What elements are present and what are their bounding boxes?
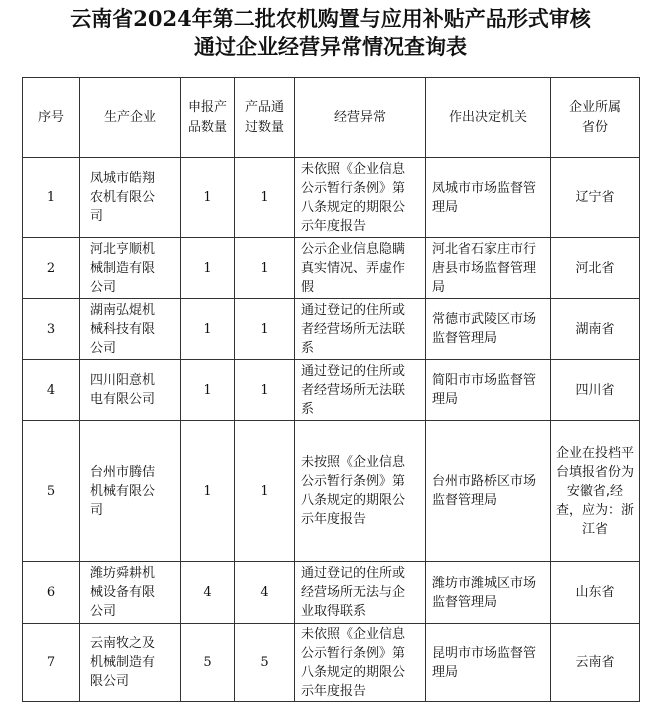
cell-province: 河北省 [551, 238, 640, 299]
cell-index: 4 [23, 360, 80, 421]
cell-anomaly: 通过登记的住所或者经营场所无法联系 [295, 299, 426, 360]
table-row [23, 562, 640, 624]
cell-passed: 1 [235, 360, 295, 421]
table-row [23, 299, 640, 360]
table-row [23, 238, 640, 299]
header-declared: 申报产品数量 [181, 78, 235, 158]
cell-authority: 潍坊市潍城区市场监督管理局 [426, 562, 551, 624]
header-province: 企业所属省份 [551, 78, 640, 158]
cell-authority: 简阳市市场监督管理局 [426, 360, 551, 421]
cell-company: 湖南弘焜机械科技有限公司 [80, 299, 181, 360]
header-passed: 产品通过数量 [235, 78, 295, 158]
cell-index: 1 [23, 158, 80, 238]
cell-anomaly: 公示企业信息隐瞒真实情况、弄虚作假 [295, 238, 426, 299]
header-authority: 作出决定机关 [426, 78, 551, 158]
cell-index: 6 [23, 562, 80, 624]
cell-declared: 1 [181, 299, 235, 360]
cell-anomaly: 通过登记的住所或者经营场所无法联系 [295, 360, 426, 421]
header-anomaly: 经营异常 [295, 78, 426, 158]
cell-passed: 1 [235, 421, 295, 562]
table-row [23, 624, 640, 702]
cell-declared: 1 [181, 360, 235, 421]
cell-province: 山东省 [551, 562, 640, 624]
enterprise-table [22, 77, 640, 702]
cell-anomaly: 通过登记的住所或经营场所无法与企业取得联系 [295, 562, 426, 624]
cell-authority: 凤城市市场监督管理局 [426, 158, 551, 238]
cell-company: 四川阳意机电有限公司 [80, 360, 181, 421]
cell-passed: 5 [235, 624, 295, 702]
page-title-line2: 通过企业经营异常情况查询表 [194, 34, 467, 59]
cell-province: 辽宁省 [551, 158, 640, 238]
table-row [23, 158, 640, 238]
cell-index: 7 [23, 624, 80, 702]
cell-passed: 1 [235, 299, 295, 360]
header-company: 生产企业 [80, 78, 181, 158]
cell-passed: 1 [235, 238, 295, 299]
cell-declared: 1 [181, 421, 235, 562]
table-row [23, 421, 640, 562]
cell-authority: 常德市武陵区市场监督管理局 [426, 299, 551, 360]
cell-province: 湖南省 [551, 299, 640, 360]
cell-declared: 5 [181, 624, 235, 702]
cell-company: 潍坊舜耕机械设备有限公司 [80, 562, 181, 624]
cell-province: 云南省 [551, 624, 640, 702]
cell-anomaly: 未依照《企业信息公示暂行条例》第八条规定的期限公示年度报告 [295, 624, 426, 702]
cell-passed: 1 [235, 158, 295, 238]
cell-declared: 1 [181, 158, 235, 238]
cell-anomaly: 未按照《企业信息公示暂行条例》第八条规定的期限公示年度报告 [295, 421, 426, 562]
cell-province: 四川省 [551, 360, 640, 421]
cell-index: 5 [23, 421, 80, 562]
cell-index: 2 [23, 238, 80, 299]
cell-province: 企业在投档平台填报省份为安徽省,经查，应为：浙江省 [551, 421, 640, 562]
cell-company: 凤城市皓翔农机有限公司 [80, 158, 181, 238]
cell-company: 台州市腾佶机械有限公司 [80, 421, 181, 562]
cell-anomaly: 未依照《企业信息公示暂行条例》第八条规定的期限公示年度报告 [295, 158, 426, 238]
page-title-line1: 云南省2024年第二批农机购置与应用补贴产品形式审核 [70, 6, 591, 31]
cell-company: 云南牧之及机械制造有限公司 [80, 624, 181, 702]
cell-company: 河北亨顺机械制造有限公司 [80, 238, 181, 299]
header-index: 序号 [23, 78, 80, 158]
cell-authority: 昆明市市场监督管理局 [426, 624, 551, 702]
cell-declared: 1 [181, 238, 235, 299]
cell-authority: 河北省石家庄市行唐县市场监督管理局 [426, 238, 551, 299]
cell-passed: 4 [235, 562, 295, 624]
cell-authority: 台州市路桥区市场监督管理局 [426, 421, 551, 562]
table-header-row [23, 78, 640, 158]
cell-declared: 4 [181, 562, 235, 624]
table-row [23, 360, 640, 421]
cell-index: 3 [23, 299, 80, 360]
